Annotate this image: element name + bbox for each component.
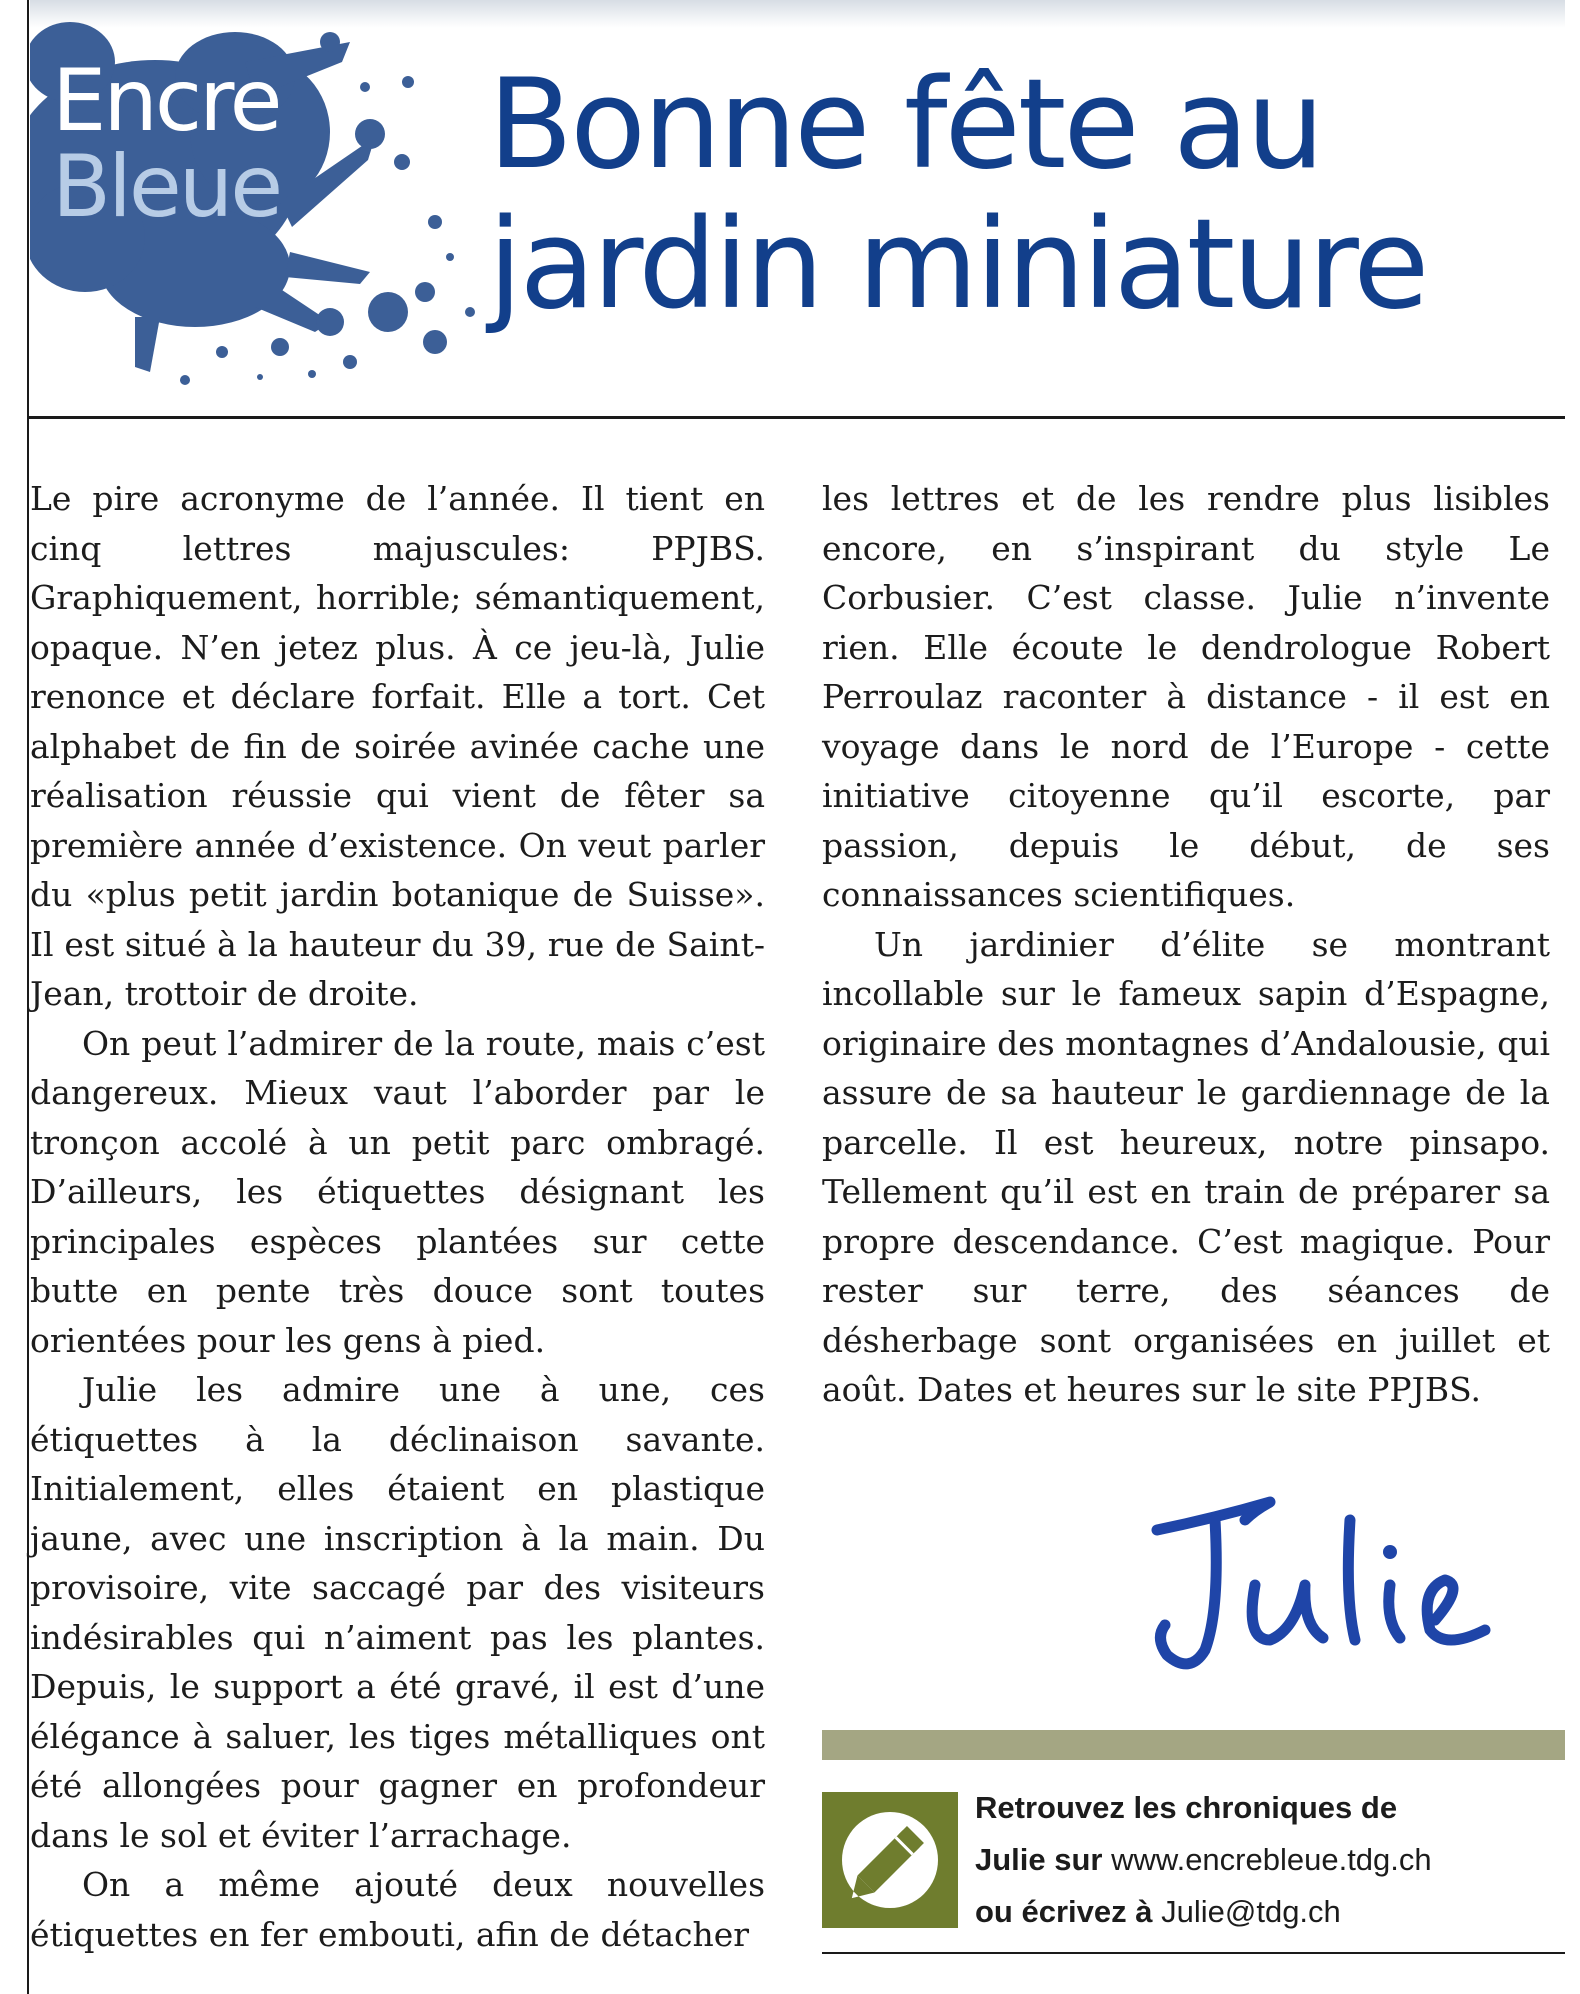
paragraph: Le pire acronyme de l’année. Il tient en cinq lettres majuscules: PPJBS. Graphiquement, horrible; sémantiquement, opaque. N’en jetez plus. À ce jeu-là, Julie renonce et déclare forfait. Elle a tort. Cet alphabet de fin de soirée avinée cache une réalisation réussie qui vient de fêter sa première année d’existence. On veut parler du «plus petit jardin botanique de Suisse». Il est situé à la hauteur du 39, rue de Saint-Jean, trottoir de droite.: [30, 479, 765, 1013]
paragraph: On peut l’admirer de la route, mais c’est dangereux. Mieux vaut l’aborder par le tronçon accolé à un petit parc ombragé. D’ailleurs, les étiquettes désignant les principales espèces plantées sur cette butte en pente très douce sont toutes orientées pour les gens à pied.: [30, 1023, 765, 1360]
left-margin-rule: [27, 0, 29, 1994]
right-gutter: [1565, 0, 1580, 1994]
paragraph: On a même ajouté deux nouvelles étiquettes en fer embouti, afin de détacher: [30, 1865, 765, 1954]
info-box-bar: [822, 1730, 1565, 1760]
info-line-1: Retrouvez les chroniques de: [975, 1790, 1398, 1825]
paragraph: Julie les admire une à une, ces étiquettes à la déclinaison savante. Initialement, elles étaient en plastique jaune, avec une inscription à la main. Du provisoire, vite saccagé par des visiteurs indésirables qui n’aiment pas les plantes. Depuis, le support a été gravé, il est d’une élégance à saluer, les tiges métalliques ont été allongées pour gagner en profondeur dans le sol et éviter l’arrachage.: [30, 1370, 765, 1855]
encre-bleue-logo: [30, 22, 490, 387]
headline-rule: [27, 416, 1565, 419]
logo-word-bleue: Bleue: [52, 137, 281, 237]
email-link[interactable]: Julie@tdg.ch: [1161, 1894, 1341, 1929]
paragraph: les lettres et de les rendre plus lisibles encore, en s’inspirant du style Le Corbusier. C’est classe. Julie n’invente rien. Elle écoute le dendrologue Robert Perroulaz raconter à distance - il est en voyage dans le nord de l’Europe - cette initiative citoyenne qu’il escorte, par passion, depuis le début, de ses connaissances scientifiques.: [822, 479, 1550, 914]
article-column-2: [822, 474, 1550, 1415]
info-line-3-label: ou écrivez à: [975, 1894, 1153, 1929]
article-headline: Bonne fête au jardin miniature: [488, 53, 1427, 337]
info-box-text: [975, 1782, 1565, 1938]
julie-signature: [1145, 1490, 1565, 1700]
info-line-2-label: Julie sur: [975, 1842, 1103, 1877]
paragraph: Un jardinier d’élite se montrant incollable sur le fameux sapin d’Espagne, originaire des montagnes d’Andalousie, qui assure de sa hauteur le gardiennage de la parcelle. Il est heureux, notre pinsapo. Tellement qu’il est en train de préparer sa propre descendance. C’est magique. Pour rester sur terre, des séances de désherbage sont organisées en juillet et août. Dates et heures sur le site PPJBS.: [822, 924, 1551, 1409]
website-link[interactable]: www.encrebleue.tdg.ch: [1111, 1842, 1432, 1877]
bottom-rule: [822, 1952, 1565, 1954]
pencil-icon: [822, 1792, 958, 1928]
logo-word-encre: Encre: [52, 51, 280, 151]
info-box-tile: [822, 1792, 958, 1928]
article-column-1: [30, 474, 765, 1959]
